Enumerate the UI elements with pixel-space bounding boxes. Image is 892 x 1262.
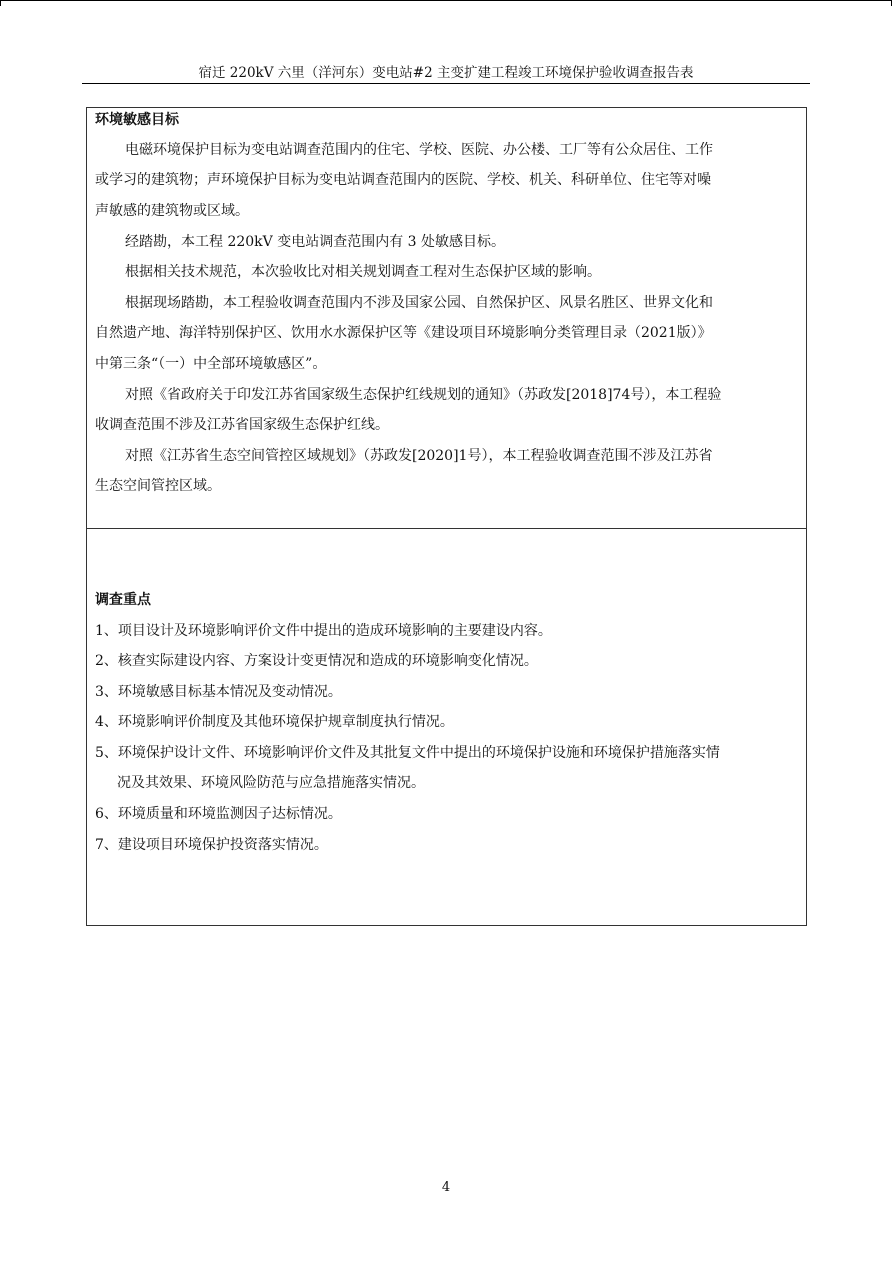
list-item: 7、建设项目环境保护投资落实情况。 — [95, 837, 328, 853]
section-title: 环境敏感目标 — [95, 112, 179, 128]
list-item: 3、环境敏感目标基本情况及变动情况。 — [95, 684, 342, 700]
paragraph-line: 对照《江苏省生态空间管控区域规划》（苏政发[2020]1号），本工程验收调查范围不涉及江苏省 — [125, 448, 713, 464]
paragraph-line: 中第三条“（一）中全部环境敏感区”。 — [95, 356, 327, 372]
paragraph-line: 或学习的建筑物；声环境保护目标为变电站调查范围内的医院、学校、机关、科研单位、住宅等对噪 — [95, 172, 711, 188]
paragraph-line: 生态空间管控区域。 — [95, 478, 221, 494]
survey-focus-section — [86, 528, 807, 926]
list-item: 6、环境质量和环境监测因子达标情况。 — [95, 806, 342, 822]
list-item: 1、项目设计及环境影响评价文件中提出的造成环境影响的主要建设内容。 — [95, 623, 552, 639]
document-header-title: 宿迁 220kV 六里（洋河东）变电站#2 主变扩建工程竣工环境保护验收调查报告表 — [198, 65, 694, 81]
paragraph-line: 电磁环境保护目标为变电站调查范围内的住宅、学校、医院、办公楼、工厂等有公众居住、工作 — [125, 142, 713, 158]
list-item-continuation: 况及其效果、环境风险防范与应急措施落实情况。 — [117, 775, 425, 791]
page-top-border — [0, 0, 892, 1]
paragraph-line: 自然遗产地、海洋特别保护区、饮用水水源保护区等《建设项目环境影响分类管理目录（2021版）》 — [95, 325, 712, 341]
paragraph-line: 根据现场踏勘，本工程验收调查范围内不涉及国家公园、自然保护区、风景名胜区、世界文化和 — [125, 295, 713, 311]
paragraph-line: 声敏感的建筑物或区域。 — [95, 203, 249, 219]
header-rule — [82, 83, 810, 84]
paragraph-line: 根据相关技术规范，本次验收比对相关规划调查工程对生态保护区域的影响。 — [125, 264, 601, 280]
page-left-border — [0, 0, 1, 6]
page-number: 4 — [441, 1180, 451, 1195]
section-title: 调查重点 — [95, 592, 151, 608]
list-item: 4、环境影响评价制度及其他环境保护规章制度执行情况。 — [95, 714, 454, 730]
sensitive-targets-section — [86, 107, 807, 529]
paragraph-line: 收调查范围不涉及江苏省国家级生态保护红线。 — [95, 417, 389, 433]
paragraph-line: 经踏勘，本工程 220kV 变电站调查范围内有 3 处敏感目标。 — [125, 234, 506, 250]
list-item: 2、核查实际建设内容、方案设计变更情况和造成的环境影响变化情况。 — [95, 653, 538, 669]
paragraph-line: 对照《省政府关于印发江苏省国家级生态保护红线规划的通知》（苏政发[2018]74号），本工程验 — [125, 387, 722, 403]
list-item: 5、环境保护设计文件、环境影响评价文件及其批复文件中提出的环境保护设施和环境保护措施落实情 — [95, 745, 720, 761]
